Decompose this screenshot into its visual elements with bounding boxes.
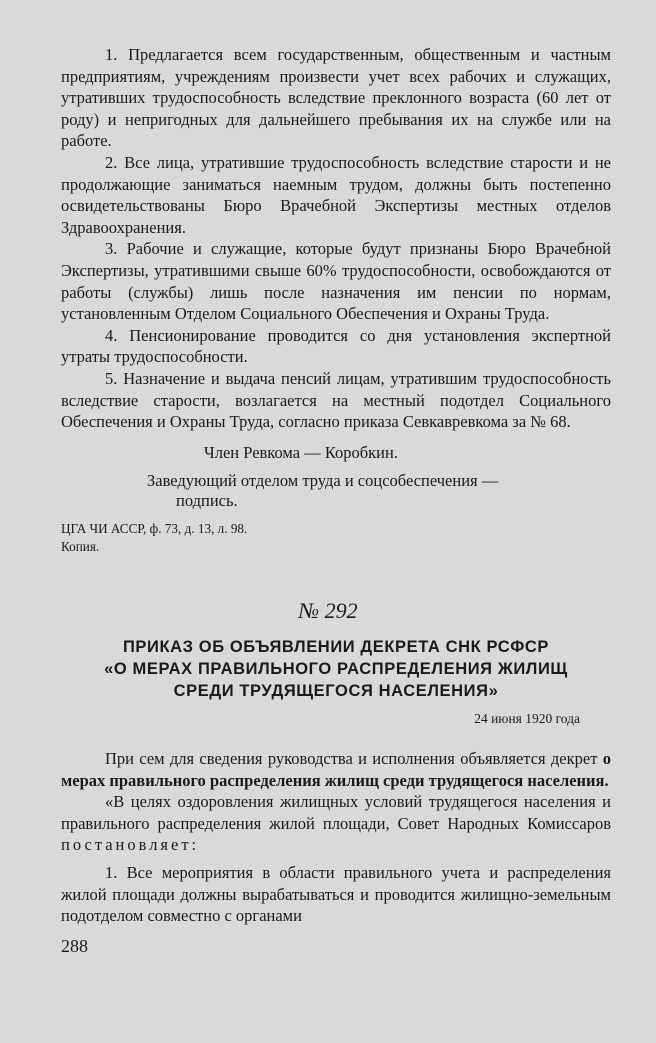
document-number: № 292 (298, 598, 358, 623)
point-2: 2. Все лица, утратившие трудоспособность вследствие старости и не продолжающие заниматься наемным трудом, должны быть постепенно освидетельствованы Бюро Врачебной Экспертизы местных отделов Здравоохранения. (61, 152, 611, 237)
preamble-resolves: постановляет: (61, 835, 200, 855)
document-title (61, 636, 611, 702)
signature-head-line1: Заведующий отделом труда и соцсобеспечения — (147, 471, 499, 490)
signature-head-line2: подпись. (176, 491, 238, 510)
signature-revkom: Член Ревкома — Коробкин. (204, 443, 398, 462)
preamble-text: «В целях оздоровления жилищных условий трудящегося населения и правильного распределения жилой площади, Совет Народных Комиссаров (61, 792, 611, 833)
decree-point-1: 1. Все мероприятия в области правильного учета и распределения жилой площади должны вырабатываться и проводится жилищно-земельным подотделом совместно с органами (61, 862, 611, 926)
point-3: 3. Рабочие и служащие, которые будут признаны Бюро Врачебной Экспертизы, утратившими свыше 60% трудоспособности, освобождаются от работы (службы) лишь после назначения им пенсии по нормам, установленным Отделом Социального Обеспечения и Охраны Труда. (61, 239, 611, 324)
order-points (61, 44, 611, 433)
point-5: 5. Назначение и выдача пенсий лицам, утратившим трудоспособность вследствие старости, возлагается на местный подотдел Социального Обеспечения и Охраны Труда, согласно приказа Севкавревкома за № 68. (61, 368, 611, 432)
title-line-2: «О МЕРАХ ПРАВИЛЬНОГО РАСПРЕДЕЛЕНИЯ ЖИЛИЩ (104, 660, 568, 678)
decree-body (61, 748, 611, 927)
point-1: 1. Предлагается всем государственным, общественным и частным предприятиям, учреждениям произвести учет всех рабочих и служащих, утративших трудоспособность вследствие преклонного возраста (60 лет от роду) и непригодных для дальнейшего пребывания их на службе или на работе. (61, 45, 611, 151)
title-line-1: ПРИКАЗ ОБ ОБЪЯВЛЕНИИ ДЕКРЕТА СНК РСФСР (122, 638, 550, 656)
intro-decree-name: о мерах правильного распределения жилищ среди трудящегося населения. (61, 749, 611, 790)
preamble-paragraph (61, 791, 611, 856)
document-date: 24 июня 1920 года (474, 711, 580, 726)
copy-note: Копия. (61, 539, 100, 554)
point-4: 4. Пенсионирование проводится со дня установления экспертной утраты трудоспособности. (61, 325, 611, 367)
intro-text: При сем для сведения руководства и исполнения объявляется декрет (105, 749, 603, 768)
page-number: 288 (61, 936, 88, 956)
title-line-3: СРЕДИ ТРУДЯЩЕГОСЯ НАСЕЛЕНИЯ» (173, 682, 499, 700)
intro-paragraph (61, 748, 611, 791)
archive-reference: ЦГА ЧИ АССР, ф. 73, д. 13, л. 98. (61, 521, 248, 536)
